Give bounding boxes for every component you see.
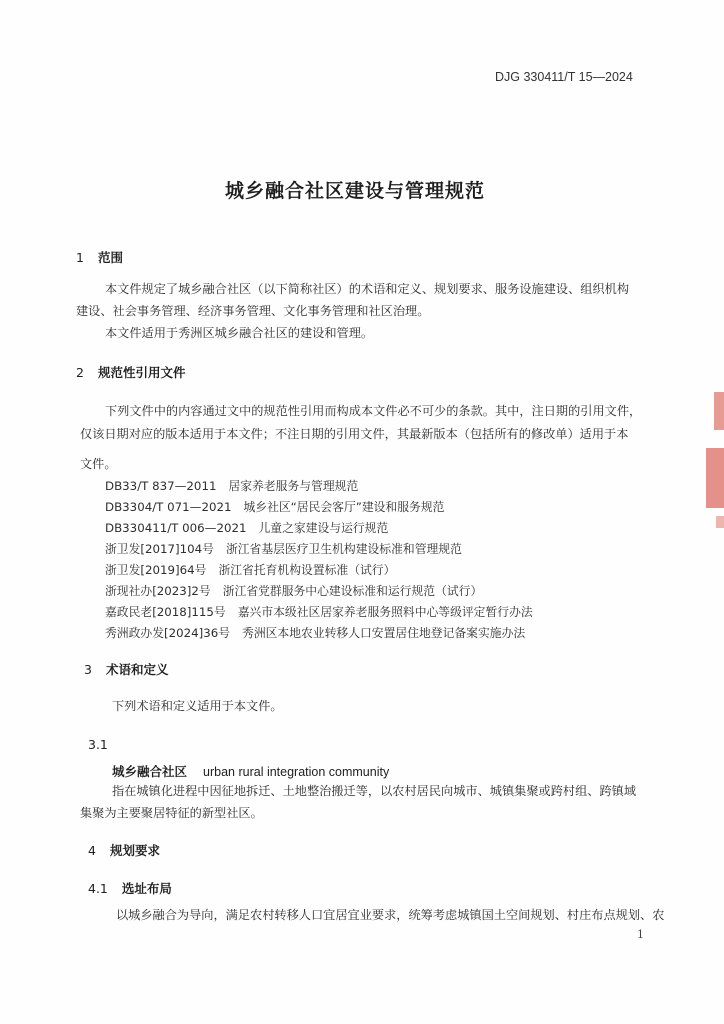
reference-code: 秀洲政办发[2024]36号: [105, 626, 231, 640]
page-number: 1: [637, 928, 644, 941]
reference-title: 嘉兴市本级社区居家养老服务照料中心等级评定暂行办法: [237, 605, 533, 619]
reference-item: [105, 624, 525, 641]
section-1-paragraph-line: 建设、社会事务管理、经济事务管理、文化事务管理和社区治理。: [76, 304, 430, 318]
reference-title: 城乡社区“居民会客厅”建设和服务规范: [243, 500, 445, 514]
document-title: 城乡融合社区建设与管理规范: [224, 180, 485, 202]
section-title: 术语和定义: [105, 662, 169, 677]
reference-title: 秀洲区本地农业转移人口安置居住地登记备案实施办法: [242, 626, 526, 640]
section-number: 4: [88, 843, 96, 858]
term-chinese: 城乡融合社区: [112, 764, 188, 779]
section-title: 规划要求: [109, 843, 160, 858]
document-code: DJG 330411/T 15—2024: [495, 70, 633, 84]
reference-code: 浙卫发[2017]104号: [105, 542, 214, 556]
reference-title: 居家养老服务与管理规范: [228, 479, 359, 493]
term-english: urban rural integration community: [203, 765, 390, 779]
reference-item: [105, 498, 444, 515]
clause-4-1-heading: [88, 879, 172, 897]
section-1-scope-paragraph: 本文件适用于秀洲区城乡融合社区的建设和管理。: [105, 326, 374, 340]
stamp-edge-mark: [716, 516, 724, 528]
reference-code: 嘉政民老[2018]115号: [105, 605, 226, 619]
section-2-heading: [76, 363, 185, 381]
reference-code: 浙现社办[2023]2号: [105, 584, 211, 598]
term-definition-line: 集聚为主要聚居特征的新型社区。: [80, 806, 263, 820]
section-3-heading: [84, 660, 168, 678]
reference-title: 儿童之家建设与运行规范: [258, 521, 389, 535]
section-number: 3: [84, 662, 92, 677]
clause-4-1-paragraph: 以城乡融合为导向，满足农村转移人口宜居宜业要求，统筹考虑城镇国土空间规划、村庄布点规划、农: [116, 908, 665, 922]
reference-code: DB330411/T 006—2021: [105, 521, 247, 535]
clause-3-1-number: 3.1: [88, 737, 108, 752]
reference-code: DB33/T 837—2011: [105, 479, 217, 493]
reference-item: [105, 603, 533, 620]
section-title: 规范性引用文件: [97, 365, 186, 380]
reference-item: [105, 477, 358, 494]
reference-title: 浙江省托育机构设置标准（试行）: [218, 563, 396, 577]
term-entry: [112, 762, 389, 780]
reference-item: [105, 582, 482, 599]
term-definition-line: 指在城镇化进程中因征地拆迁、土地整治搬迁等，以农村居民向城市、城镇集聚或跨村组、跨镇域: [112, 784, 637, 798]
reference-title: 浙江省基层医疗卫生机构建设标准和管理规范: [225, 542, 462, 556]
stamp-edge-mark: [714, 392, 724, 430]
section-number: 2: [76, 365, 84, 380]
reference-item: [105, 540, 462, 557]
reference-item: [105, 519, 388, 536]
reference-title: 浙江省党群服务中心建设标准和运行规范（试行）: [222, 584, 483, 598]
section-1-paragraph-line: 本文件规定了城乡融合社区（以下简称社区）的术语和定义、规划要求、服务设施建设、组织机构: [105, 282, 630, 296]
reference-code: DB3304/T 071—2021: [105, 500, 232, 514]
section-1-heading: [76, 248, 123, 266]
section-3-intro: 下列术语和定义适用于本文件。: [112, 699, 283, 713]
section-2-paragraph-line: 文件。: [80, 457, 117, 471]
section-2-paragraph-line: 仅该日期对应的版本适用于本文件；不注日期的引用文件，其最新版本（包括所有的修改单）适用于本: [80, 427, 629, 441]
section-4-heading: [88, 841, 160, 859]
clause-title: 选址布局: [121, 881, 172, 896]
section-2-paragraph-line: 下列文件中的内容通过文中的规范性引用而构成本文件必不可少的条款。其中，注日期的引用文件，: [105, 404, 642, 418]
section-title: 范围: [97, 250, 123, 265]
section-number: 1: [76, 250, 84, 265]
stamp-edge-mark: [706, 448, 724, 508]
reference-item: [105, 561, 395, 578]
clause-number: 4.1: [88, 881, 108, 896]
reference-code: 浙卫发[2019]64号: [105, 563, 207, 577]
